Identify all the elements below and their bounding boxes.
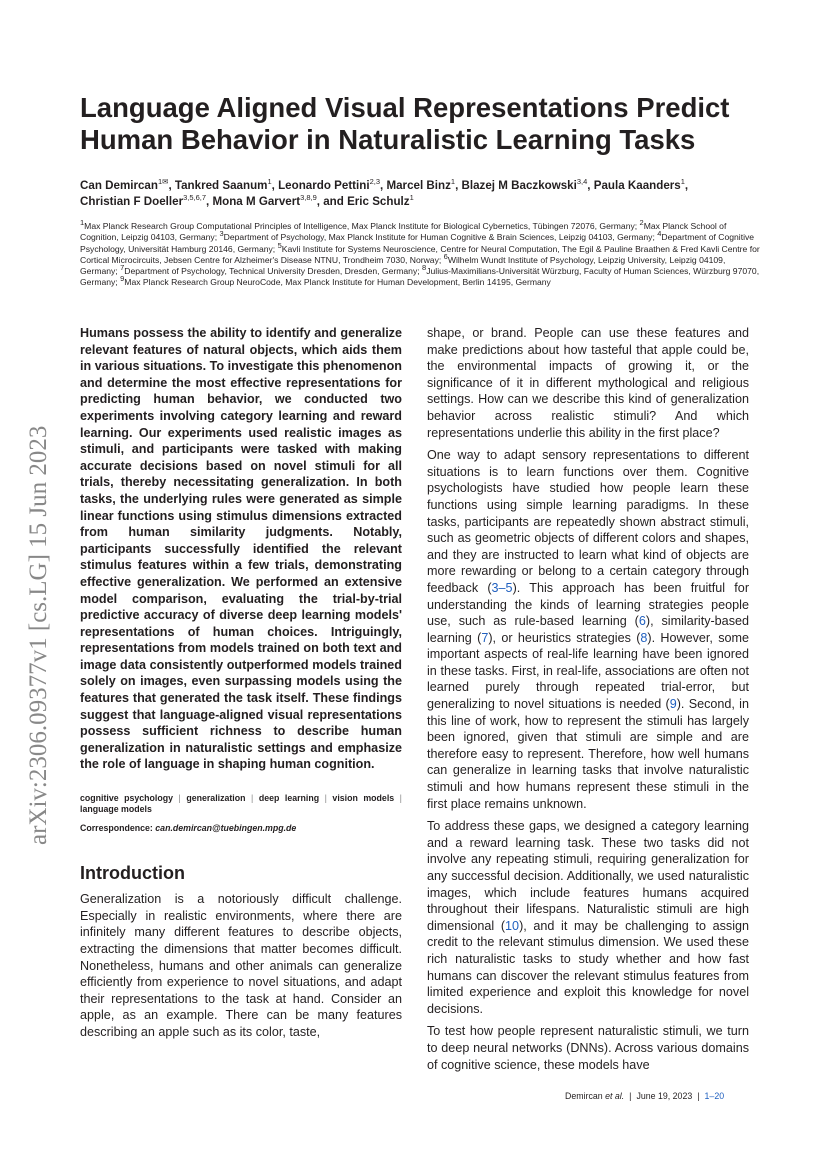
affiliation-text: Max Planck School of Cognition, Leipzig 04103, Germany; xyxy=(80,221,727,243)
body-paragraph: Generalization is a notoriously difficult challenge. Especially in realistic environments, where there are infinitely many different features to describe objects, extracting the dimensions that matter becomes difficult. Nonetheless, humans and other animals can generalize efficiently from experience to novel situations, and adapt their representations to the task at hand. Consider an apple, as an example. There can be many features describing an apple such as its color, taste, xyxy=(80,892,402,1039)
affiliation-text: Max Planck Research Group NeuroCode, Max Planck Institute for Human Development, Berlin 14195, Germany xyxy=(124,277,551,288)
section-heading-introduction: Introduction xyxy=(80,862,185,883)
author-affiliation-mark: 1 xyxy=(450,177,456,187)
author-name: Can Demircan xyxy=(80,179,158,192)
citation-link[interactable]: 7 xyxy=(481,630,489,645)
citation-link[interactable]: 10 xyxy=(505,918,520,933)
author-affiliation-mark: 3,8,9 xyxy=(300,193,317,203)
affiliation-number: 4 xyxy=(657,229,662,239)
author-name: Marcel Binz xyxy=(386,179,451,192)
author-affiliation-mark: 2,3 xyxy=(369,177,380,187)
affiliation-number: 3 xyxy=(219,229,224,239)
arxiv-stamp: arXiv:2306.09377v1 [cs.LG] 15 Jun 2023 xyxy=(25,425,52,845)
author-affiliation-mark: 1 xyxy=(409,193,414,203)
footer-pages[interactable]: 1–20 xyxy=(704,1091,725,1101)
author-affiliation-mark: 3,5,6,7 xyxy=(183,193,207,203)
citation-link[interactable]: 3–5 xyxy=(491,580,513,595)
affiliations xyxy=(80,218,760,289)
affiliation-text: Wilhelm Wundt Institute of Psychology, Leipzig University, Leipzig 04109, Germany; xyxy=(80,254,726,277)
author-affiliation-mark: 1 xyxy=(157,177,163,187)
author-affiliation-mark: 1 xyxy=(267,177,272,187)
affiliation-number: 2 xyxy=(639,218,644,228)
abstract: Humans possess the ability to identify and generalize relevant features of natural objects, which aids them in various situations. To investigate this phenomenon and determine the most effective representations for predicting human behavior, we conducted two experiments involving category learning and reward learning. Our experiments used realistic images as stimuli, and participants were tasked with making accurate decisions based on novel stimuli for all trials, thereby necessitating generalization. In both tasks, the underlying rules were generated as simple linear functions using stimulus dimensions extracted from human similarity judgments. Notably, participants successfully identified the relevant stimulus features within a few trials, demonstrating effective generalization. We performed an extensive model comparison, evaluating the trial-by-trial predictive accuracy of diverse deep learning models' representations of human choices. Intriguingly, representations from models trained on both text and image data consistently outperformed models trained solely on images, even surpassing models using the features that generated the task itself. These findings suggest that language-aligned visual representations possess sufficient richness to describe human generalization in naturalistic settings and emphasize the role of language in shaping human cognition. xyxy=(80,326,402,772)
correspondence xyxy=(80,820,402,837)
correspondence-email[interactable]: can.demircan@tuebingen.mpg.de xyxy=(155,823,297,834)
page-footer: Demircan et al. | June 19, 2023 | 1–20 xyxy=(565,1091,725,1101)
keyword: vision models xyxy=(332,793,395,804)
left-body xyxy=(80,891,402,1040)
author-name: Blazej M Baczkowski xyxy=(461,179,577,192)
footer-date: June 19, 2023 xyxy=(636,1091,693,1101)
affiliation-number: 9 xyxy=(120,274,125,284)
affiliation-text: Department of Cognitive Psychology, Universität Hamburg 20146, Germany; xyxy=(80,232,755,254)
affiliation-number: 8 xyxy=(422,263,427,273)
keyword-separator: | xyxy=(394,793,402,804)
footer-etal: et al. xyxy=(605,1091,625,1101)
keyword-separator: | xyxy=(245,793,259,804)
body-paragraph: To test how people represent naturalistic stimuli, we turn to deep neural networks (DNNs). Across various domains of cognitive science, these models have xyxy=(427,1024,749,1072)
affiliation-text: Department of Psychology, Max Planck Institute for Human Cognitive & Brain Sciences, Leipzig 04103, Germany; xyxy=(223,232,658,243)
mail-icon: ✉ xyxy=(162,177,169,187)
citation-link[interactable]: 8 xyxy=(640,630,648,645)
author-name: Paula Kaanders xyxy=(593,179,681,192)
affiliation-number: 5 xyxy=(277,240,282,250)
affiliation-text: Department of Psychology, Technical University Dresden, Dresden, Germany; xyxy=(124,266,423,277)
citation-link[interactable]: 9 xyxy=(669,697,677,712)
author-name: Christian F Doeller xyxy=(80,195,184,208)
keyword: cognitive psychology xyxy=(80,793,174,804)
keyword-separator: | xyxy=(319,793,333,804)
keywords xyxy=(80,793,402,815)
footer-author: Demircan xyxy=(565,1091,606,1101)
body-paragraph: One way to adapt sensory representations to different situations is to learn functions over them. Cognitive psychologists have studied how people learn these functions using simple learning paradigms. In these tasks, participants are repeatedly shown abstract stimuli, such as geometric objects of different colors and shapes, and they are instructed to learn what kind of objects are more rewarding or belong to a certain category through feedback (3–5). This approach has been fruitful for understanding the kinds of learning strategies people use, such as rule-based learning (6), similarity-based learning (7), or heuristics strategies (8). However, some important aspects of real-life learning have been ignored in these tasks. First, in real-life, associations are often not learned purely through repeated trial-error, but generalizing to novel situations is needed (9). Second, in this line of work, how to represent the stimuli has largely been ignored, given that stimuli are simple and are therefore easy to represent. Therefore, how well humans can generalize in learning tasks that involve naturalistic stimuli and how humans represent these stimuli in the first place remains unknown. xyxy=(427,448,750,811)
affiliation-number: 6 xyxy=(443,252,448,262)
correspondence-label: Correspondence: xyxy=(80,823,156,834)
author-affiliation-mark: 1 xyxy=(680,177,685,187)
author-name: Tankred Saanum xyxy=(174,179,268,192)
author-name: Mona M Garvert xyxy=(212,195,301,208)
author-list: Can Demircan$^{1✉}$, Tankred Saanum$^1$, Leonardo Pettini$^{2,3}$, Marcel Binz$^1$, Blazej M Baczkowski$^{3,4}$, Paula Kaanders$^1$, Christian F Doeller$^{3,5,6,7}$, Mona M Garvert$^{3,8,9}$, and Eric Schulz$^1$ xyxy=(80,177,689,208)
affiliation-number: 1 xyxy=(80,218,85,228)
author-name: and Eric Schulz xyxy=(323,195,410,208)
keyword: deep learning xyxy=(258,793,320,804)
body-paragraph: To address these gaps, we designed a category learning and a reward learning task. These two tasks did not involve any repeating stimuli, requiring generalization for any successful decision. Additionally, we used naturalistic images, which include features humans acquired throughout their lifespans. Naturalistic stimuli are high dimensional (10), and it may be challenging to assign credit to the relevant stimulus dimension. We used these rich naturalistic tasks to study whether and how fast humans can discover the relevant stimulus features from limited experience and exploit this knowledge for novel decisions. xyxy=(427,819,749,1016)
keyword: language models xyxy=(80,804,152,815)
paper-title: Language Aligned Visual Representations Predict Human Behavior in Naturalistic Learning Tasks xyxy=(80,92,730,155)
affiliation-text: Julius-Maximilians-Universität Würzburg, Faculty of Human Sciences, Würzburg 97070, Germany; xyxy=(80,266,760,288)
body-paragraph: shape, or brand. People can use these features and make predictions about how tasteful that apple could be, the environmental impacts of growing it, or the significance of it in different mythological and religious settings. How can we describe this kind of generalization behavior across realistic stimuli? And which representations underlie this ability in the first place? xyxy=(427,326,749,440)
affiliation-text: Kavli Institute for Systems Neuroscience, Centre for Neural Computation, The Egil & Pauline Braathen & Fred Kavli Centre for Cortical Microcircuits, Jebsen Centre for Alzheimer's Disease NTNU, Trondheim 7030, Norway; xyxy=(80,243,760,265)
right-column xyxy=(427,325,749,1079)
left-column xyxy=(80,325,402,1047)
keyword: generalization xyxy=(186,793,246,804)
affiliation-number: 7 xyxy=(120,263,125,273)
author-name: Leonardo Pettini xyxy=(278,179,370,192)
citation-link[interactable]: 6 xyxy=(638,614,646,629)
author-affiliation-mark: 3,4 xyxy=(576,177,588,187)
affiliation-text: Max Planck Research Group Computational Principles of Intelligence, Max Planck Institute for Biological Cybernetics, Tübingen 72076, Germany; xyxy=(84,221,640,231)
keyword-separator: | xyxy=(173,793,187,804)
